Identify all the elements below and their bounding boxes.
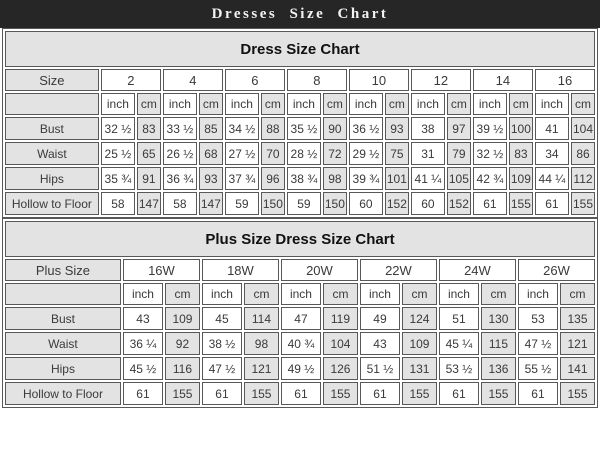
cm-value-cell: 155: [571, 192, 595, 215]
measurement-label: Bust: [5, 117, 99, 140]
measurement-row: [5, 167, 595, 190]
size-value-cell: 16W: [123, 259, 200, 281]
unit-inch-label: inch: [101, 93, 135, 115]
cm-value-cell: 126: [323, 357, 358, 380]
cm-value-cell: 155: [560, 382, 595, 405]
inch-value-cell: 44 ¼: [535, 167, 569, 190]
size-value-cell: 18W: [202, 259, 279, 281]
unit-cm-label: cm: [571, 93, 595, 115]
unit-inch-label: inch: [473, 93, 507, 115]
cm-value-cell: 93: [385, 117, 409, 140]
measurement-row: [5, 382, 595, 405]
size-header-row: [5, 69, 595, 91]
inch-value-cell: 29 ½: [349, 142, 383, 165]
size-value-cell: 14: [473, 69, 533, 91]
measurement-label: Waist: [5, 332, 121, 355]
cm-value-cell: 86: [571, 142, 595, 165]
measurement-label: Hips: [5, 167, 99, 190]
cm-value-cell: 65: [137, 142, 161, 165]
inch-value-cell: 27 ½: [225, 142, 259, 165]
measurement-row: [5, 192, 595, 215]
inch-value-cell: 38 ½: [202, 332, 242, 355]
cm-value-cell: 68: [199, 142, 223, 165]
cm-value-cell: 105: [447, 167, 471, 190]
unit-cm-label: cm: [323, 283, 358, 305]
unit-inch-label: inch: [349, 93, 383, 115]
size-header-label: Size: [5, 69, 99, 91]
inch-value-cell: 45: [202, 307, 242, 330]
inch-value-cell: 38: [411, 117, 445, 140]
inch-value-cell: 36 ½: [349, 117, 383, 140]
measurement-row: [5, 357, 595, 380]
size-value-cell: 6: [225, 69, 285, 91]
inch-value-cell: 61: [123, 382, 163, 405]
cm-value-cell: 114: [244, 307, 279, 330]
cm-value-cell: 155: [481, 382, 516, 405]
inch-value-cell: 41 ¼: [411, 167, 445, 190]
inch-value-cell: 47 ½: [202, 357, 242, 380]
inch-value-cell: 61: [439, 382, 479, 405]
measurement-row: [5, 117, 595, 140]
chart-title-row: [5, 31, 595, 67]
inch-value-cell: 60: [349, 192, 383, 215]
cm-value-cell: 124: [402, 307, 437, 330]
inch-value-cell: 33 ½: [163, 117, 197, 140]
cm-value-cell: 155: [165, 382, 200, 405]
inch-value-cell: 39 ½: [473, 117, 507, 140]
unit-inch-label: inch: [518, 283, 558, 305]
cm-value-cell: 147: [199, 192, 223, 215]
cm-value-cell: 150: [323, 192, 347, 215]
cm-value-cell: 72: [323, 142, 347, 165]
cm-value-cell: 152: [385, 192, 409, 215]
inch-value-cell: 36 ¾: [163, 167, 197, 190]
inch-value-cell: 61: [360, 382, 400, 405]
unit-inch-label: inch: [202, 283, 242, 305]
cm-value-cell: 121: [560, 332, 595, 355]
cm-value-cell: 85: [199, 117, 223, 140]
cm-value-cell: 70: [261, 142, 285, 165]
inch-value-cell: 41: [535, 117, 569, 140]
unit-inch-label: inch: [123, 283, 163, 305]
unit-cm-label: cm: [509, 93, 533, 115]
unit-spacer-cell: [5, 93, 99, 115]
cm-value-cell: 150: [261, 192, 285, 215]
unit-cm-label: cm: [323, 93, 347, 115]
inch-value-cell: 60: [411, 192, 445, 215]
inch-value-cell: 43: [360, 332, 400, 355]
inch-value-cell: 45 ¼: [439, 332, 479, 355]
measurement-label: Hollow to Floor: [5, 382, 121, 405]
cm-value-cell: 119: [323, 307, 358, 330]
unit-cm-label: cm: [447, 93, 471, 115]
cm-value-cell: 109: [509, 167, 533, 190]
cm-value-cell: 101: [385, 167, 409, 190]
inch-value-cell: 61: [281, 382, 321, 405]
unit-cm-label: cm: [560, 283, 595, 305]
inch-value-cell: 45 ½: [123, 357, 163, 380]
cm-value-cell: 96: [261, 167, 285, 190]
size-value-cell: 12: [411, 69, 471, 91]
cm-value-cell: 109: [165, 307, 200, 330]
size-value-cell: 16: [535, 69, 595, 91]
page-header-bar: [0, 0, 600, 28]
cm-value-cell: 104: [323, 332, 358, 355]
size-value-cell: 22W: [360, 259, 437, 281]
cm-value-cell: 100: [509, 117, 533, 140]
inch-value-cell: 43: [123, 307, 163, 330]
size-value-cell: 2: [101, 69, 161, 91]
cm-value-cell: 91: [137, 167, 161, 190]
unit-cm-label: cm: [385, 93, 409, 115]
dress-size-chart-table: [2, 28, 598, 218]
inch-value-cell: 51 ½: [360, 357, 400, 380]
inch-value-cell: 34 ½: [225, 117, 259, 140]
measurement-row: [5, 142, 595, 165]
inch-value-cell: 59: [287, 192, 321, 215]
measurement-label: Bust: [5, 307, 121, 330]
cm-value-cell: 141: [560, 357, 595, 380]
cm-value-cell: 135: [560, 307, 595, 330]
unit-inch-label: inch: [439, 283, 479, 305]
inch-value-cell: 34: [535, 142, 569, 165]
unit-cm-label: cm: [165, 283, 200, 305]
inch-value-cell: 49: [360, 307, 400, 330]
inch-value-cell: 35 ¾: [101, 167, 135, 190]
inch-value-cell: 58: [163, 192, 197, 215]
inch-value-cell: 25 ½: [101, 142, 135, 165]
unit-header-row: [5, 93, 595, 115]
inch-value-cell: 53 ½: [439, 357, 479, 380]
size-value-cell: 4: [163, 69, 223, 91]
inch-value-cell: 49 ½: [281, 357, 321, 380]
inch-value-cell: 59: [225, 192, 259, 215]
inch-value-cell: 61: [535, 192, 569, 215]
size-value-cell: 24W: [439, 259, 516, 281]
unit-cm-label: cm: [137, 93, 161, 115]
unit-inch-label: inch: [281, 283, 321, 305]
cm-value-cell: 115: [481, 332, 516, 355]
cm-value-cell: 121: [244, 357, 279, 380]
inch-value-cell: 53: [518, 307, 558, 330]
inch-value-cell: 55 ½: [518, 357, 558, 380]
inch-value-cell: 32 ½: [101, 117, 135, 140]
unit-cm-label: cm: [402, 283, 437, 305]
inch-value-cell: 61: [473, 192, 507, 215]
cm-value-cell: 136: [481, 357, 516, 380]
unit-spacer-cell: [5, 283, 121, 305]
cm-value-cell: 75: [385, 142, 409, 165]
size-header-label: Plus Size: [5, 259, 121, 281]
inch-value-cell: 47 ½: [518, 332, 558, 355]
size-value-cell: 8: [287, 69, 347, 91]
cm-value-cell: 83: [137, 117, 161, 140]
inch-value-cell: 31: [411, 142, 445, 165]
unit-cm-label: cm: [199, 93, 223, 115]
cm-value-cell: 83: [509, 142, 533, 165]
unit-inch-label: inch: [225, 93, 259, 115]
cm-value-cell: 155: [323, 382, 358, 405]
inch-value-cell: 36 ¼: [123, 332, 163, 355]
cm-value-cell: 155: [402, 382, 437, 405]
cm-value-cell: 79: [447, 142, 471, 165]
unit-inch-label: inch: [163, 93, 197, 115]
unit-inch-label: inch: [535, 93, 569, 115]
inch-value-cell: 58: [101, 192, 135, 215]
unit-inch-label: inch: [411, 93, 445, 115]
chart-title: Plus Size Dress Size Chart: [5, 221, 595, 257]
inch-value-cell: 47: [281, 307, 321, 330]
inch-value-cell: 39 ¾: [349, 167, 383, 190]
size-value-cell: 10: [349, 69, 409, 91]
inch-value-cell: 35 ½: [287, 117, 321, 140]
measurement-label: Waist: [5, 142, 99, 165]
cm-value-cell: 116: [165, 357, 200, 380]
size-value-cell: 26W: [518, 259, 595, 281]
cm-value-cell: 155: [509, 192, 533, 215]
plus-size-dress-size-chart-table: [2, 218, 598, 408]
chart-title: Dress Size Chart: [5, 31, 595, 67]
size-value-cell: 20W: [281, 259, 358, 281]
cm-value-cell: 98: [323, 167, 347, 190]
inch-value-cell: 40 ¾: [281, 332, 321, 355]
cm-value-cell: 147: [137, 192, 161, 215]
measurement-row: [5, 332, 595, 355]
cm-value-cell: 88: [261, 117, 285, 140]
cm-value-cell: 92: [165, 332, 200, 355]
cm-value-cell: 130: [481, 307, 516, 330]
chart-title-row: [5, 221, 595, 257]
measurement-label: Hips: [5, 357, 121, 380]
cm-value-cell: 97: [447, 117, 471, 140]
inch-value-cell: 61: [202, 382, 242, 405]
cm-value-cell: 104: [571, 117, 595, 140]
measurement-row: [5, 307, 595, 330]
inch-value-cell: 51: [439, 307, 479, 330]
inch-value-cell: 42 ¾: [473, 167, 507, 190]
unit-inch-label: inch: [287, 93, 321, 115]
cm-value-cell: 152: [447, 192, 471, 215]
measurement-label: Hollow to Floor: [5, 192, 99, 215]
unit-header-row: [5, 283, 595, 305]
unit-cm-label: cm: [261, 93, 285, 115]
inch-value-cell: 32 ½: [473, 142, 507, 165]
cm-value-cell: 112: [571, 167, 595, 190]
unit-cm-label: cm: [481, 283, 516, 305]
cm-value-cell: 90: [323, 117, 347, 140]
unit-cm-label: cm: [244, 283, 279, 305]
inch-value-cell: 61: [518, 382, 558, 405]
size-header-row: [5, 259, 595, 281]
unit-inch-label: inch: [360, 283, 400, 305]
cm-value-cell: 109: [402, 332, 437, 355]
cm-value-cell: 93: [199, 167, 223, 190]
inch-value-cell: 37 ¾: [225, 167, 259, 190]
cm-value-cell: 155: [244, 382, 279, 405]
cm-value-cell: 131: [402, 357, 437, 380]
inch-value-cell: 38 ¾: [287, 167, 321, 190]
page-title: Dresses Size Chart: [211, 5, 389, 22]
inch-value-cell: 28 ½: [287, 142, 321, 165]
inch-value-cell: 26 ½: [163, 142, 197, 165]
cm-value-cell: 98: [244, 332, 279, 355]
